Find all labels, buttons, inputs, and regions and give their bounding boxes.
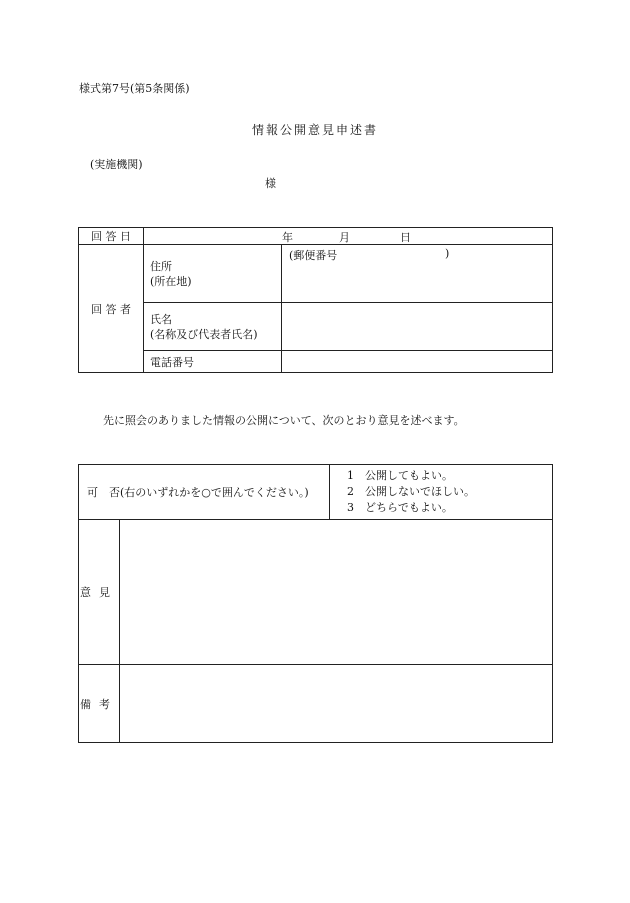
date-year-label: 年 xyxy=(282,230,293,244)
option-text: どちらでもよい。 xyxy=(365,501,453,514)
option-item[interactable] xyxy=(330,468,552,484)
phone-row xyxy=(79,351,553,373)
option-item[interactable] xyxy=(330,500,552,516)
choice-label-cell xyxy=(79,465,330,520)
remarks-label: 備考 xyxy=(80,697,118,711)
remarks-row xyxy=(79,665,553,743)
answer-date-row xyxy=(79,228,553,245)
respondent-label: 回 答 者 xyxy=(91,302,131,316)
name-row xyxy=(79,303,553,351)
name-label: 氏名 xyxy=(150,312,172,326)
remarks-label-cell xyxy=(79,665,120,743)
form-number: 様式第7号(第5条関係) xyxy=(79,82,190,95)
honorific-sama: 様 xyxy=(265,177,276,190)
opinion-table xyxy=(78,464,553,743)
address-label: 住所 xyxy=(150,259,172,273)
intro-text: 先に照会のありました情報の公開について、次のとおり意見を述べます。 xyxy=(103,414,465,427)
option-text: 公開してもよい。 xyxy=(365,469,453,482)
address-sublabel: (所在地) xyxy=(150,274,192,288)
name-field[interactable] xyxy=(282,303,553,351)
phone-field[interactable] xyxy=(282,351,553,373)
postal-code-suffix: ) xyxy=(445,247,450,260)
answer-date-field[interactable] xyxy=(144,228,553,245)
option-number: 1 xyxy=(347,469,354,482)
opinion-label-cell xyxy=(79,520,120,665)
option-number: 3 xyxy=(347,501,354,514)
date-month-label: 月 xyxy=(339,230,350,244)
opinion-label: 意見 xyxy=(80,586,118,599)
option-text: 公開しないでほしい。 xyxy=(365,485,475,498)
choice-row xyxy=(79,465,553,520)
name-sublabel: (名称及び代表者氏名) xyxy=(150,327,258,341)
option-number: 2 xyxy=(347,485,354,498)
option-item[interactable] xyxy=(330,484,552,500)
agency-label: (実施機関) xyxy=(90,158,143,171)
postal-code-prefix: (郵便番号 xyxy=(289,249,338,262)
opinion-field[interactable] xyxy=(120,520,553,665)
answer-date-label: 回 答 日 xyxy=(91,230,131,243)
choice-label: 可 否 xyxy=(87,486,120,499)
respondent-table xyxy=(78,227,553,373)
opinion-row xyxy=(79,520,553,665)
document-title: 情報公開意見申述書 xyxy=(251,123,378,137)
address-row xyxy=(79,245,553,303)
address-label-cell xyxy=(144,245,282,303)
phone-label-cell xyxy=(144,351,282,373)
name-label-cell xyxy=(144,303,282,351)
date-day-label: 日 xyxy=(400,230,411,244)
choice-options-cell xyxy=(330,465,553,520)
respondent-label-cell xyxy=(79,245,144,373)
answer-date-label-cell xyxy=(79,228,144,245)
remarks-field[interactable] xyxy=(120,665,553,743)
address-field[interactable] xyxy=(282,245,553,303)
choice-instruction: (右のいずれかを○で囲んでください。) xyxy=(120,486,309,499)
phone-label: 電話番号 xyxy=(150,355,194,369)
